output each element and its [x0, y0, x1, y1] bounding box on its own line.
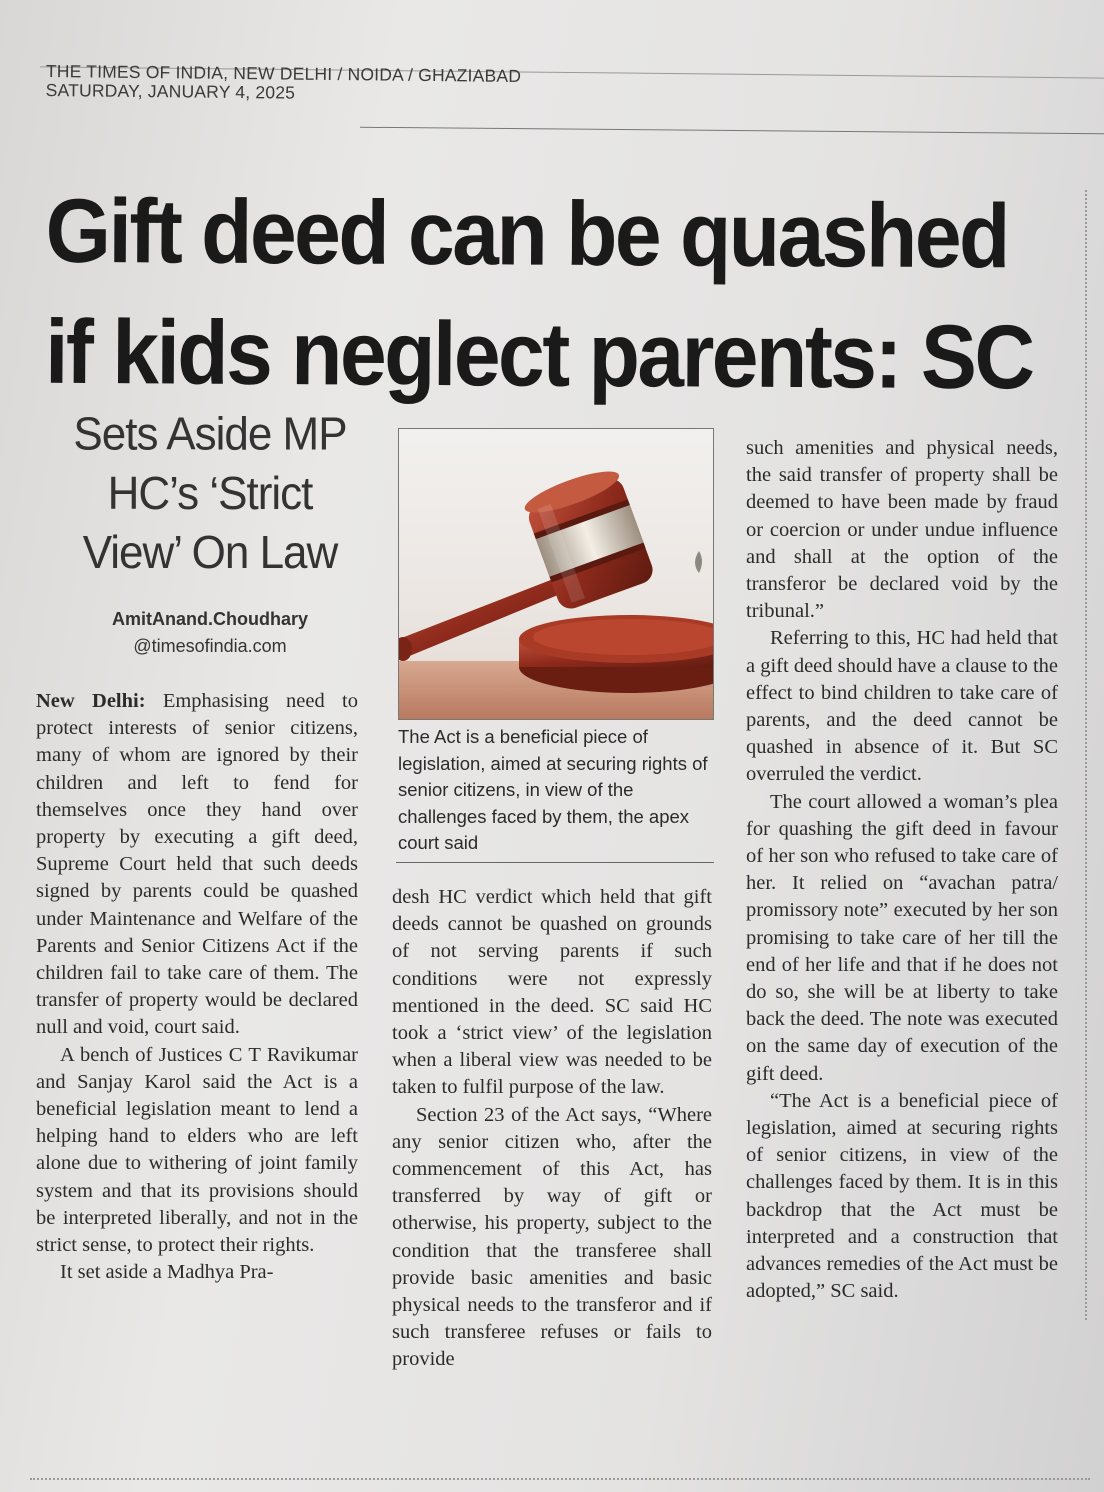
headline-line-1: Gift deed can be quashed [45, 179, 1009, 287]
subheadline-line-2: HC’s ‘Strict [107, 467, 313, 520]
article-paragraph: such amenities and physical needs, the said transfer of property shall be deemed to have been made by fraud or coercion or under undue influence and shall at the option of the transferor be declared void by the tribunal.” [746, 437, 1058, 623]
headline-line-2: if kids neglect parents: SC [44, 300, 1033, 408]
page-border [30, 1478, 1090, 1480]
subheadline-line-3: View’ On Law [82, 526, 338, 579]
article-paragraph: Section 23 of the Act says, “Where any senior citizen who, after the commencement of this Act, has transferred by way of gift or otherwise, his property, subject to the condition that the transferee shall provide basic amenities and basic physical needs to the transferor and if such transferee refuses or fails to provide [392, 1103, 712, 1371]
headline [45, 170, 1086, 418]
caption-rule [396, 862, 714, 863]
article-paragraph: Referring to this, HC had held that a gift deed should have a clause to the effect to bind children to take care of parents, and the deed cannot be quashed in absence of it. But SC overruled the verdict. [746, 627, 1058, 786]
gavel-photo [398, 428, 714, 720]
gavel-icon [399, 429, 713, 719]
byline-name: AmitAnand.Choudhary [112, 609, 308, 629]
article-paragraph: A bench of Justices C T Ravikumar and Sanjay Karol said the Act is a beneficial legislation meant to lend a helping hand to elders who are left alone due to withering of joint family system and that its provisions should be interpreted liberally, and not in the strict sense, to protect their rights. [36, 1043, 358, 1257]
article-paragraph: “The Act is a beneficial piece of legislation, aimed at securing rights of senior citizens, in view of the challenges faced by them. It is in this backdrop that the Act must be interpreted and a construction that advances remedies of the Act must be adopted,” SC said. [746, 1089, 1058, 1303]
column-border [1085, 190, 1087, 1320]
masthead-publication: THE TIMES OF INDIA, NEW DELHI / NOIDA / GHAZIABAD [45, 61, 522, 86]
article-column-2 [392, 884, 712, 1374]
subheadline [40, 405, 380, 583]
article-column-3 [746, 435, 1058, 1306]
article-column-1 [36, 688, 358, 1286]
article-paragraph [36, 688, 358, 1042]
masthead-divider [360, 127, 1104, 134]
article-paragraph: The court allowed a woman’s plea for quashing the gift deed in favour of her son who refused to take care of her. It relied on “avachan patra/ promissory note” executed by her son promising to take care of her till the end of her life and that if he does not do so, she will be at liberty to take back the deed. The note was executed on the same day of execution of the gift deed. [746, 790, 1058, 1085]
article-paragraph: It set aside a Madhya Pra- [60, 1261, 274, 1284]
article-paragraph: desh HC verdict which held that gift deeds cannot be quashed on grounds of not serving parents if such conditions were not expressly mentioned in the deed. SC said HC took a ‘strict view’ of the legislation when a liberal view was needed to be taken to fulfil purpose of the law. [392, 886, 712, 1099]
dateline: New Delhi: [36, 690, 146, 712]
byline [40, 606, 380, 660]
paragraph-1-text: Emphasising need to protect interests of senior citizens, many of whom are ignored by their children and left to fend for themselves once they hand over property by executing a gift deed, Supreme Court held that such deeds signed by parents could be quashed under Maintenance and Welfare of the Parents and Senior Citizens Act if the children fail to take care of them. The transfer of property would be declared null and void, court said. [36, 690, 359, 1039]
masthead [46, 62, 522, 105]
subheadline-line-1: Sets Aside MP [73, 408, 347, 461]
byline-email: @timesofindia.com [133, 636, 287, 656]
photo-caption: The Act is a beneficial piece of legislation, aimed at securing rights of senior citizens, in view of the challenges faced by them, the apex court said [398, 726, 708, 853]
masthead-date: SATURDAY, JANUARY 4, 2025 [45, 79, 296, 103]
